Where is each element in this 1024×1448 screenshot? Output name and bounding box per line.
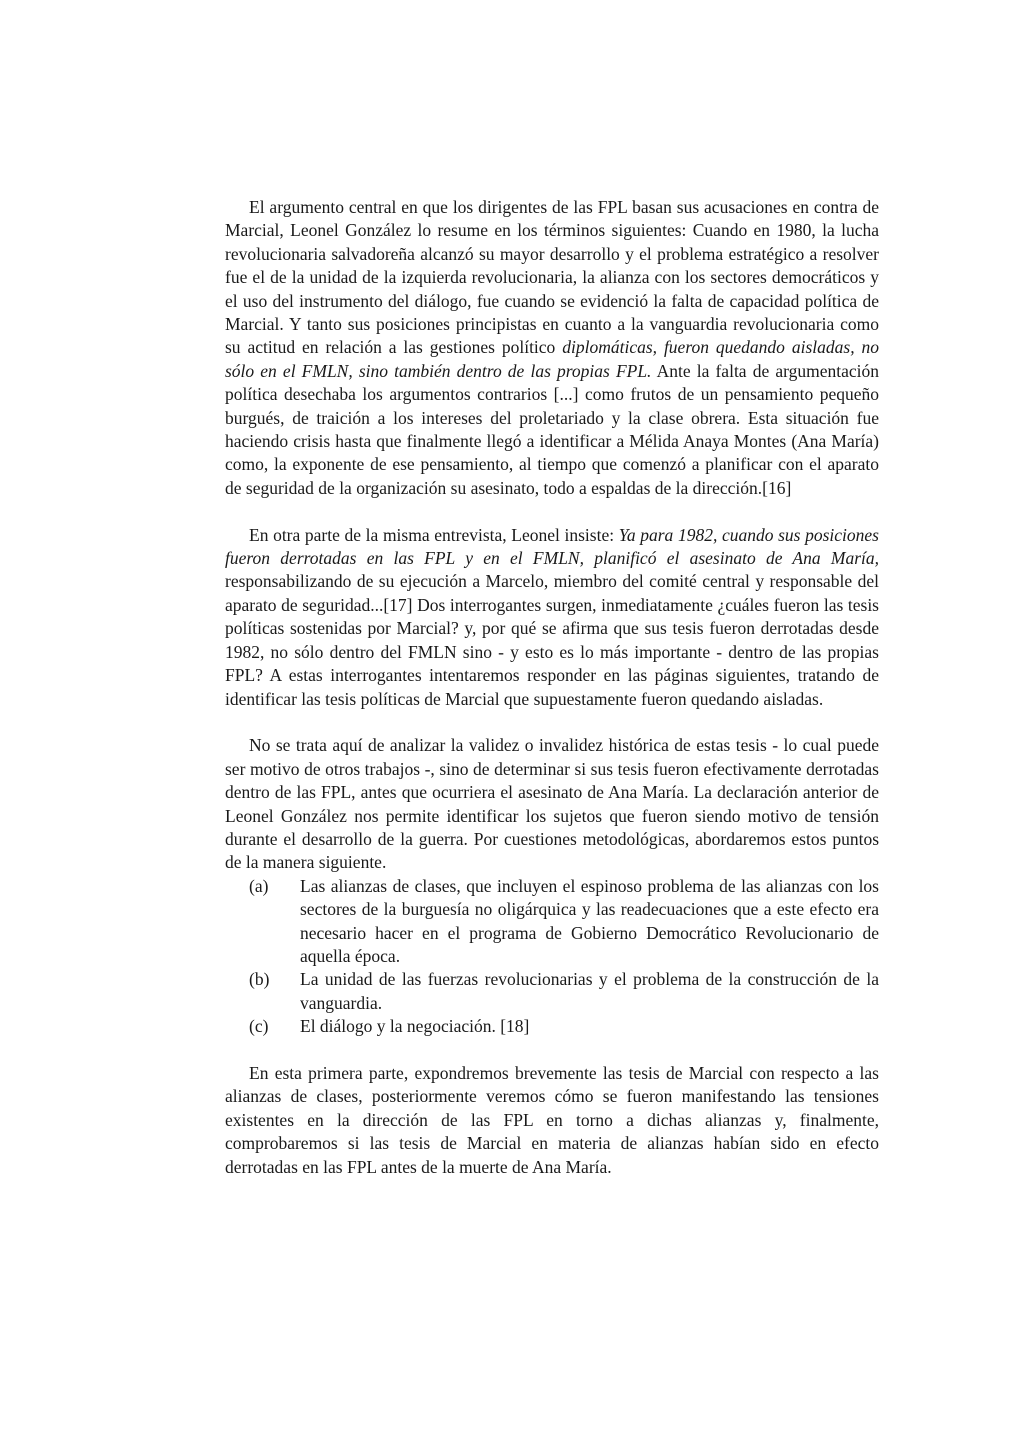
list-item: [225, 968, 879, 1015]
paragraph-2-text-2: responsabilizando de su ejecución a Marcelo, miembro del comité central y responsable del aparato de seguridad...[17] Dos interrogantes surgen, inmediatamente ¿cuáles fueron las tesis políticas sostenidas por Marcial? y, por qué se afirma que sus tesis fueron derrotadas desde 1982, no sólo dentro del FMLN sino - y esto es lo más importante - dentro de las propias FPL? A estas interrogantes intentaremos responder en las páginas siguientes, tratando de identificar las tesis políticas de Marcial que supuestamente fueron quedando aisladas.: [225, 571, 879, 709]
list-marker: (c): [249, 1016, 269, 1037]
list-item-text: La unidad de las fuerzas revolucionarias y el problema de la construcción de la vanguardia.: [300, 969, 879, 1013]
document-page: [225, 196, 879, 1179]
list-item: [225, 1015, 879, 1038]
list-marker: (b): [249, 969, 270, 990]
closing-paragraph: En esta primera parte, expondremos brevemente las tesis de Marcial con respecto a las alianzas de clases, posteriormente veremos cómo se fueron manifestando las tensiones existentes en la dirección de las FPL en torno a dichas alianzas y, finalmente, comprobaremos si las tesis de Marcial en materia de alianzas habían sido en efecto derrotadas en las FPL antes de la muerte de Ana María.: [225, 1062, 879, 1177]
list-item: [225, 875, 879, 969]
list-item-text: El diálogo y la negociación. [18]: [300, 1016, 530, 1037]
paragraph-1: [225, 196, 879, 500]
paragraph-3-text: No se trata aquí de analizar la validez o invalidez histórica de estas tesis - lo cual puede ser motivo de otros trabajos -, sino de determinar si sus tesis fueron efectivamente derrotadas dentro de las FPL, antes que ocurriera el asesinato de Ana María. La declaración anterior de Leonel González nos permite identificar los sujetos que fueron siendo motivo de tensión durante el desarrollo de la guerra. Por cuestiones metodológicas, abordaremos estos puntos de la manera siguiente.: [225, 735, 879, 873]
paragraph-1-text-2: Ante la falta de argumentación política desechaba los argumentos contrarios [...] como frutos de un pensamiento pequeño burgués, de traición a los intereses del proletariado y la clase obrera. Esta situación fue haciendo crisis hasta que finalmente llegó a identificar a Mélida Anaya Montes (Ana María) como, la exponente de ese pensamiento, al tiempo que comenzó a planificar con el aparato de seguridad de la organización su asesinato, todo a espaldas de la dirección.[16]: [225, 360, 879, 498]
paragraph-1-text-1: El argumento central en que los dirigentes de las FPL basan sus acusaciones en contra de Marcial, Leonel González lo resume en los términos siguientes: Cuando en 1980, la lucha revolucionaria salvadoreña alcanzó su mayor desarrollo y el problema estratégico a resolver fue el de la unidad de la izquierda revolucionaria, la alianza con los sectores democráticos y el uso del instrumento del diálogo, fue cuando se evidenció la falta de capacidad política de Marcial. Y tanto sus posiciones principistas en cuanto a la vanguardia revolucionaria como su actitud en relación a las gestiones político: [225, 197, 879, 358]
paragraph-2-text-1: En otra parte de la misma entrevista, Leonel insiste:: [249, 524, 619, 545]
list-item-text: Las alianzas de clases, que incluyen el espinoso problema de las alianzas con los sectores de la burguesía no oligárquica y las readecuaciones que a este efecto era necesario hacer en el programa de Gobierno Democrático Revolucionario de aquella época.: [300, 875, 879, 966]
paragraph-1-italic-quote: diplomáticas, fueron quedando aisladas, no sólo en el FMLN, sino también dentro de las propias FPL.: [225, 337, 879, 381]
list-marker: (a): [249, 875, 269, 896]
paragraph-3: [225, 734, 879, 874]
method-points-list: [225, 875, 879, 1039]
paragraph-2-italic-quote: Ya para 1982, cuando sus posiciones fueron derrotadas en las FPL y en el FMLN, planificó el asesinato de Ana María,: [225, 524, 879, 569]
paragraph-2: [225, 524, 879, 711]
